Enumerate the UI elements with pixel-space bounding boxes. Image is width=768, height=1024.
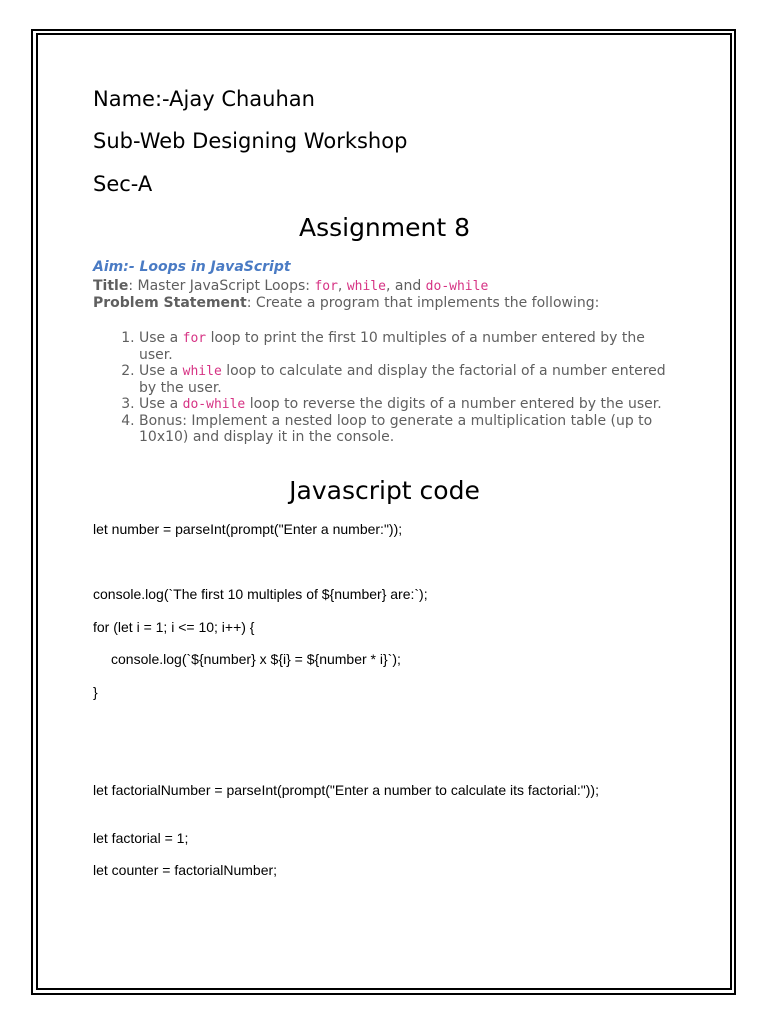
assignment-title: Assignment 8	[298, 213, 471, 242]
code-for: for	[314, 279, 338, 294]
problem-text: : Create a program that implements the following:	[246, 295, 600, 311]
task-item: 3. Use a do-while loop to reverse the digits of a number entered by the user.	[139, 396, 679, 413]
code-line: }	[93, 684, 98, 700]
problem-statement	[93, 295, 599, 311]
task-item: 4. Bonus: Implement a nested loop to generate a multiplication table (up to 10x10) and display it in the console.	[139, 413, 679, 445]
problem-label: Problem Statement	[93, 295, 247, 311]
code-line: let factorialNumber = parseInt(prompt("Enter a number to calculate its factorial:"));	[93, 782, 599, 798]
subject-line: Sub-Web Designing Workshop	[93, 129, 408, 153]
student-name: Name:-Ajay Chauhan	[93, 87, 315, 111]
code-line: console.log(`${number} x ${i} = ${number * i}`);	[111, 651, 401, 667]
task-item: 2. Use a while loop to calculate and display the factorial of a number entered by the user.	[139, 363, 679, 396]
title-text: : Master JavaScript Loops:	[128, 278, 315, 294]
code-line: let number = parseInt(prompt("Enter a number:"));	[93, 521, 403, 537]
code-while: while	[346, 279, 386, 294]
code-line: for (let i = 1; i <= 10; i++) {	[93, 619, 255, 635]
task-item: 1. Use a for loop to print the first 10 multiples of a number entered by the user.	[139, 330, 679, 363]
code-do-while: do-while	[425, 279, 489, 294]
title-line	[93, 278, 488, 294]
aim-line: Aim:- Loops in JavaScript	[93, 259, 291, 275]
code-line: let counter = factorialNumber;	[93, 862, 278, 878]
section-line: Sec-A	[93, 172, 153, 196]
title-label: Title	[93, 278, 129, 294]
code-line: console.log(`The first 10 multiples of ${number} are:`);	[93, 586, 428, 602]
code-line: let factorial = 1;	[93, 830, 189, 846]
title-sep1: ,	[337, 278, 347, 294]
code-heading: Javascript code	[289, 476, 480, 505]
task-list	[93, 330, 679, 445]
title-sep2: , and	[385, 278, 426, 294]
